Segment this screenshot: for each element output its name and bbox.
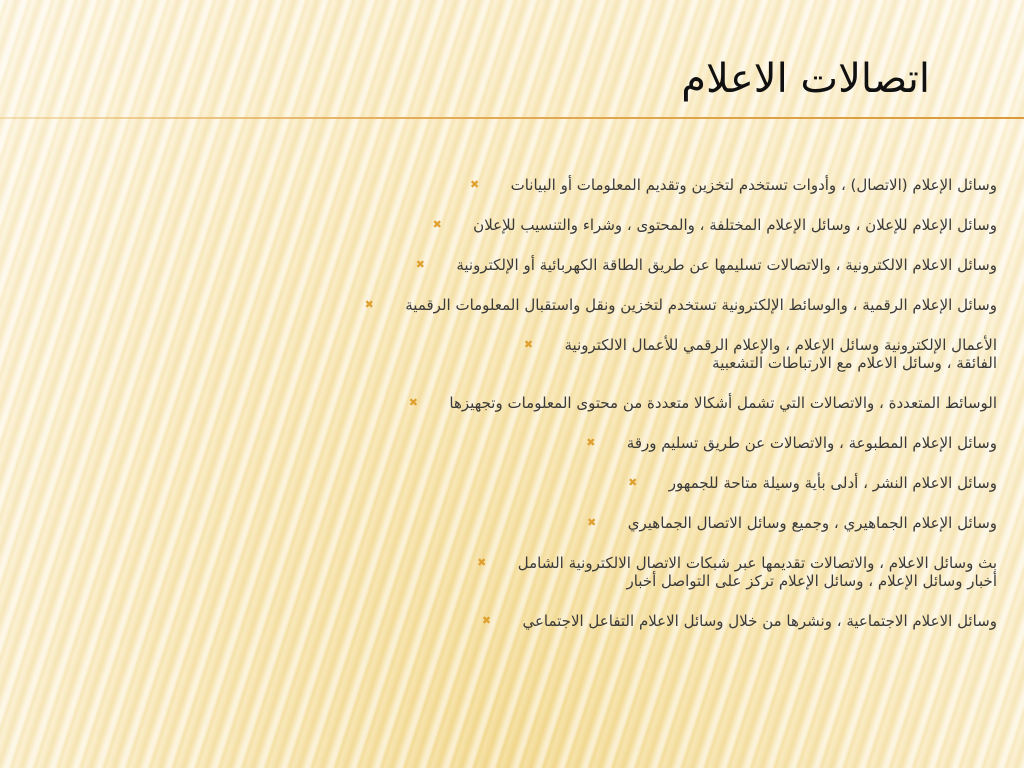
x-bullet-icon: ✖ xyxy=(408,396,419,409)
bullet-text: وسائل الإعلام المطبوعة ، والاتصالات عن طريق تسليم ورقة xyxy=(626,434,997,452)
bullet-text: بث وسائل الاعلام ، والاتصالات تقديمها عبر شبكات الاتصال الالكترونية الشامل أخبار وسائل الإعلام ، وسائل الإعلام تركز على التواصل أخبار xyxy=(517,554,997,590)
title-divider xyxy=(0,117,1024,119)
bullet-item xyxy=(197,296,997,314)
x-bullet-icon: ✖ xyxy=(586,436,596,449)
x-bullet-icon: ✖ xyxy=(470,178,480,191)
bullet-item xyxy=(197,256,997,274)
bullet-text: وسائل الاعلام الاجتماعية ، ونشرها من خلال وسائل الاعلام التفاعل الاجتماعي xyxy=(522,612,997,630)
bullet-item xyxy=(197,176,997,194)
bullet-text: وسائل الإعلام الجماهيري ، وجميع وسائل الاتصال الجماهيري xyxy=(627,514,997,532)
bullet-list xyxy=(197,176,997,630)
bullet-item xyxy=(197,434,997,452)
bullet-text: الوسائط المتعددة ، والاتصالات التي تشمل أشكالا متعددة من محتوى المعلومات وتجهيزها xyxy=(449,394,997,412)
x-bullet-icon: ✖ xyxy=(364,298,374,311)
bullet-item xyxy=(197,554,997,590)
x-bullet-icon: ✖ xyxy=(477,556,487,569)
slide-title: اتصالات الاعلام xyxy=(681,56,930,102)
bullet-text: وسائل الإعلام الرقمية ، والوسائط الإلكترونية تستخدم لتخزين ونقل واستقبال المعلومات الرقمية xyxy=(405,296,997,314)
x-bullet-icon: ✖ xyxy=(481,614,492,627)
bullet-text: وسائل الإعلام (الاتصال) ، وأدوات تستخدم لتخزين وتقديم المعلومات أو البيانات xyxy=(510,176,997,194)
bullet-text: وسائل الاعلام الالكترونية ، والاتصالات تسليمها عن طريق الطاقة الكهربائية أو الإلكترونية xyxy=(456,256,997,274)
bullet-item xyxy=(197,612,997,630)
bullet-text: الأعمال الإلكترونية وسائل الإعلام ، والإعلام الرقمي للأعمال الالكترونية الفائقة ، وسائل الاعلام مع الارتباطات التشعبية xyxy=(564,336,997,372)
bullet-item xyxy=(197,216,997,234)
x-bullet-icon: ✖ xyxy=(523,338,534,351)
bullet-text: وسائل الاعلام النشر ، أدلى بأية وسيلة متاحة للجمهور xyxy=(668,474,997,492)
x-bullet-icon: ✖ xyxy=(415,258,425,271)
bullet-item xyxy=(197,514,997,532)
x-bullet-icon: ✖ xyxy=(587,516,597,529)
x-bullet-icon: ✖ xyxy=(432,218,442,231)
bullet-item xyxy=(197,336,997,372)
bullet-item xyxy=(197,394,997,412)
bullet-text: وسائل الإعلام للإعلان ، وسائل الإعلام المختلفة ، والمحتوى ، وشراء والتنسيب للإعلان xyxy=(473,216,997,234)
x-bullet-icon: ✖ xyxy=(628,476,638,489)
bullet-item xyxy=(197,474,997,492)
